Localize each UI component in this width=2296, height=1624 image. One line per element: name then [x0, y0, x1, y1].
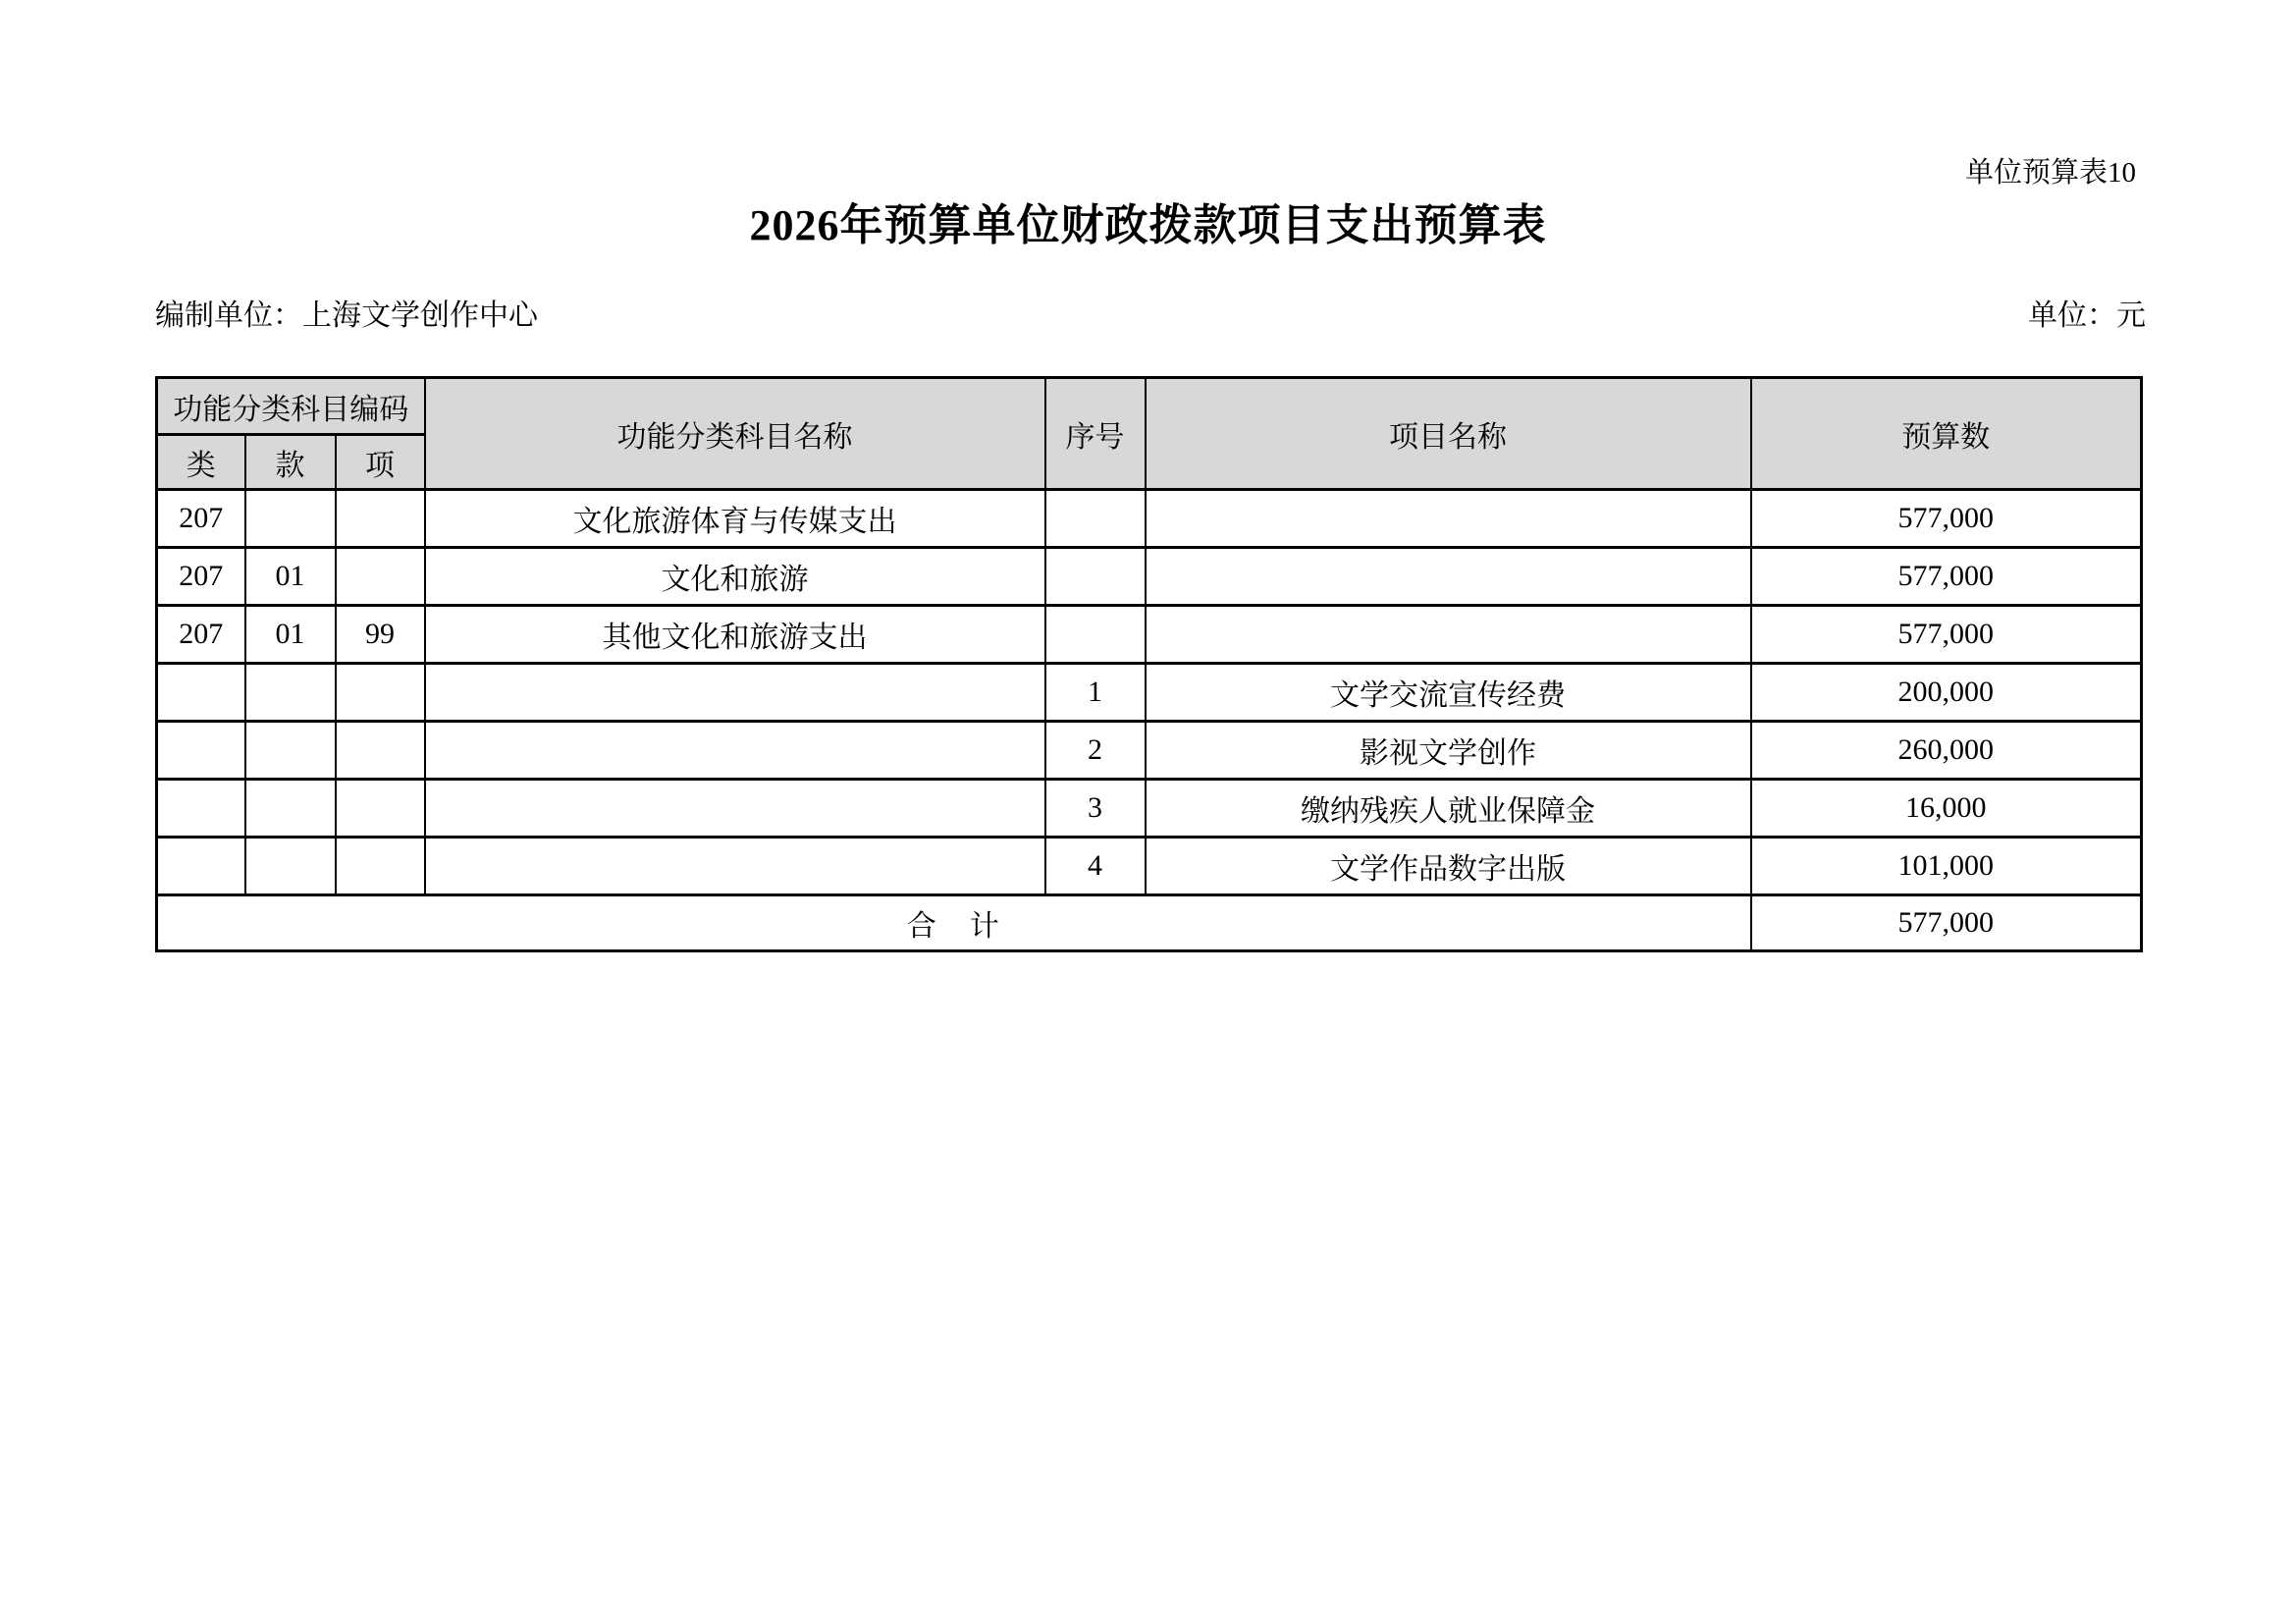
cell-project-name: 缴纳残疾人就业保障金: [1146, 780, 1751, 838]
total-label: 合 计: [157, 895, 1751, 951]
total-row: [157, 895, 2142, 951]
table-row: [157, 664, 2142, 722]
cell-item: [336, 838, 425, 895]
cell-budget: 577,000: [1751, 548, 2142, 606]
currency-unit-label: 单位：元: [2028, 299, 2146, 332]
cell-class: [157, 780, 245, 838]
table-row: [157, 780, 2142, 838]
cell-item: 99: [336, 606, 425, 664]
cell-project-name: [1146, 548, 1751, 606]
prepared-by-value: 上海文学创作中心: [302, 299, 538, 332]
cell-function-name: 文化和旅游: [425, 548, 1045, 606]
cell-class: 207: [157, 548, 245, 606]
cell-section: 01: [245, 606, 336, 664]
table-row: [157, 838, 2142, 895]
table-number-label: 单位预算表10: [1964, 157, 2136, 189]
cell-project-name: [1146, 490, 1751, 548]
cell-seq: 1: [1045, 664, 1146, 722]
header-function-name: 功能分类科目名称: [425, 378, 1045, 490]
cell-budget: 101,000: [1751, 838, 2142, 895]
prepared-by: [155, 298, 538, 334]
cell-budget: 16,000: [1751, 780, 2142, 838]
cell-seq: [1045, 606, 1146, 664]
cell-section: [245, 490, 336, 548]
cell-item: [336, 664, 425, 722]
meta-row: [155, 298, 2146, 334]
cell-project-name: 文学交流宣传经费: [1146, 664, 1751, 722]
table-row: [157, 490, 2142, 548]
cell-project-name: [1146, 606, 1751, 664]
total-budget: 577,000: [1751, 895, 2142, 951]
cell-class: [157, 722, 245, 780]
cell-budget: 577,000: [1751, 606, 2142, 664]
cell-class: [157, 664, 245, 722]
cell-section: [245, 722, 336, 780]
cell-project-name: 影视文学创作: [1146, 722, 1751, 780]
cell-class: 207: [157, 606, 245, 664]
header-seq: 序号: [1045, 378, 1146, 490]
cell-function-name: [425, 722, 1045, 780]
cell-project-name: 文学作品数字出版: [1146, 838, 1751, 895]
cell-section: [245, 838, 336, 895]
header-budget: 预算数: [1751, 378, 2142, 490]
cell-budget: 200,000: [1751, 664, 2142, 722]
cell-function-name: 其他文化和旅游支出: [425, 606, 1045, 664]
cell-seq: [1045, 490, 1146, 548]
cell-item: [336, 490, 425, 548]
budget-table: [155, 376, 2143, 952]
table-body: [157, 490, 2142, 951]
cell-section: [245, 664, 336, 722]
table-row: [157, 722, 2142, 780]
cell-seq: 4: [1045, 838, 1146, 895]
header-class: 类: [157, 435, 245, 490]
page-title: 2026年预算单位财政拨款项目支出预算表: [749, 201, 1547, 249]
cell-function-name: [425, 664, 1045, 722]
cell-item: [336, 722, 425, 780]
cell-seq: 3: [1045, 780, 1146, 838]
header-row-1: [157, 378, 2142, 435]
header-project-name: 项目名称: [1146, 378, 1751, 490]
cell-seq: [1045, 548, 1146, 606]
cell-section: [245, 780, 336, 838]
table-row: [157, 548, 2142, 606]
cell-budget: 260,000: [1751, 722, 2142, 780]
table-header: [157, 378, 2142, 490]
cell-seq: 2: [1045, 722, 1146, 780]
cell-class: 207: [157, 490, 245, 548]
cell-function-name: [425, 838, 1045, 895]
cell-function-name: [425, 780, 1045, 838]
header-item: 项: [336, 435, 425, 490]
cell-function-name: 文化旅游体育与传媒支出: [425, 490, 1045, 548]
cell-item: [336, 548, 425, 606]
cell-item: [336, 780, 425, 838]
table-row: [157, 606, 2142, 664]
cell-class: [157, 838, 245, 895]
cell-budget: 577,000: [1751, 490, 2142, 548]
header-section: 款: [245, 435, 336, 490]
header-code-group: 功能分类科目编码: [157, 378, 425, 435]
cell-section: 01: [245, 548, 336, 606]
prepared-by-label: 编制单位：: [155, 299, 302, 332]
